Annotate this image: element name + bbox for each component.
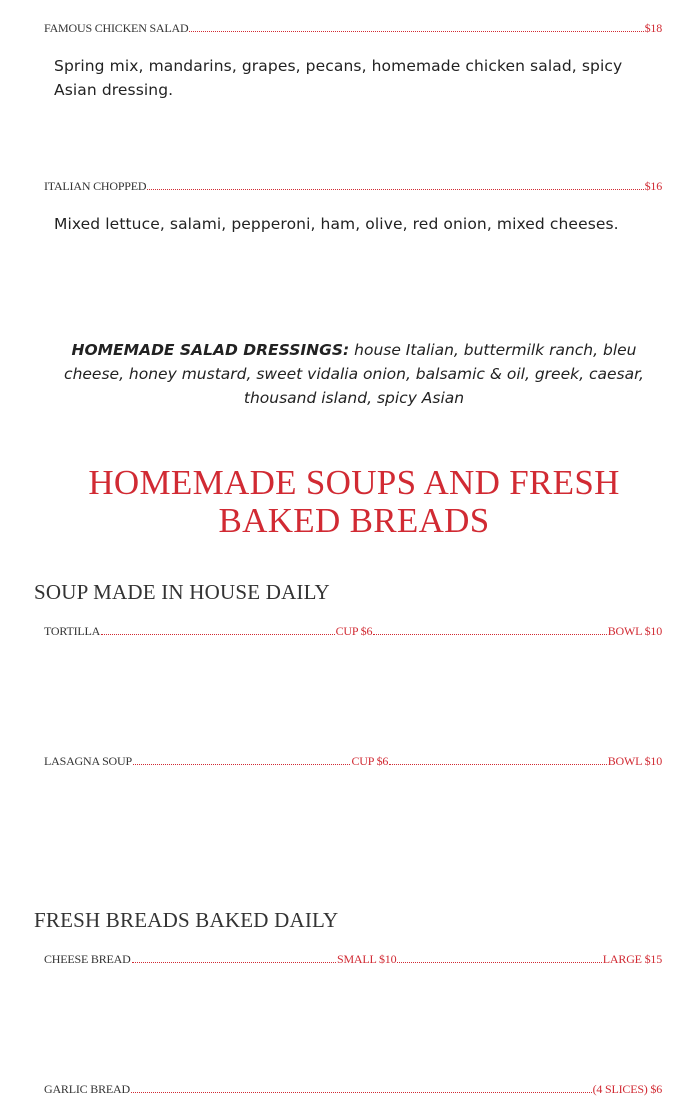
- dotted-leader: [101, 634, 334, 635]
- menu-item-tortilla: [44, 624, 662, 638]
- item-name: CHEESE BREAD: [44, 952, 131, 966]
- dotted-leader: [132, 962, 336, 963]
- item-price: (4 SLICES) $6: [592, 1082, 662, 1096]
- dotted-leader: [397, 962, 601, 963]
- menu-item-cheese-bread: [44, 952, 662, 966]
- salad-dressings-note: [40, 338, 668, 410]
- menu-item-famous-chicken-salad: [44, 21, 662, 35]
- dotted-leader: [389, 764, 607, 765]
- item-price-bowl: BOWL $10: [607, 754, 662, 768]
- dotted-leader: [133, 764, 351, 765]
- dressings-list: house Italian, buttermilk ranch, bleu cheese, honey mustard, sweet vidalia onion, balsamic & oil, greek, caesar, thousand island, spicy Asian: [64, 341, 644, 407]
- section-title: HOMEMADE SOUPS AND FRESH BAKED BREADS: [88, 463, 620, 540]
- item-price: $18: [644, 21, 662, 35]
- menu-item-italian-chopped: [44, 179, 662, 193]
- item-price: $16: [644, 179, 662, 193]
- item-price-small: SMALL $10: [336, 952, 397, 966]
- item-name: GARLIC BREAD: [44, 1082, 130, 1096]
- item-price-large: LARGE $15: [602, 952, 662, 966]
- menu-item-garlic-bread: [44, 1082, 662, 1096]
- dotted-leader: [189, 31, 643, 32]
- dotted-leader: [147, 189, 643, 190]
- item-name: FAMOUS CHICKEN SALAD: [44, 21, 189, 35]
- item-description: Spring mix, mandarins, grapes, pecans, homemade chicken salad, spicy Asian dressing.: [54, 57, 623, 99]
- menu-item-lasagna-soup: [44, 754, 662, 768]
- item-description: Mixed lettuce, salami, pepperoni, ham, olive, red onion, mixed cheeses.: [54, 215, 619, 233]
- soup-heading: SOUP MADE IN HOUSE DAILY: [34, 580, 330, 604]
- dotted-leader: [131, 1092, 592, 1093]
- dressings-label: HOMEMADE SALAD DRESSINGS:: [71, 341, 350, 359]
- dotted-leader: [373, 634, 606, 635]
- item-price-cup: CUP $6: [335, 624, 373, 638]
- item-name: ITALIAN CHOPPED: [44, 179, 147, 193]
- item-name: LASAGNA SOUP: [44, 754, 132, 768]
- item-name: TORTILLA: [44, 624, 101, 638]
- item-price-cup: CUP $6: [351, 754, 389, 768]
- item-price-bowl: BOWL $10: [607, 624, 663, 638]
- bread-heading: FRESH BREADS BAKED DAILY: [34, 908, 339, 932]
